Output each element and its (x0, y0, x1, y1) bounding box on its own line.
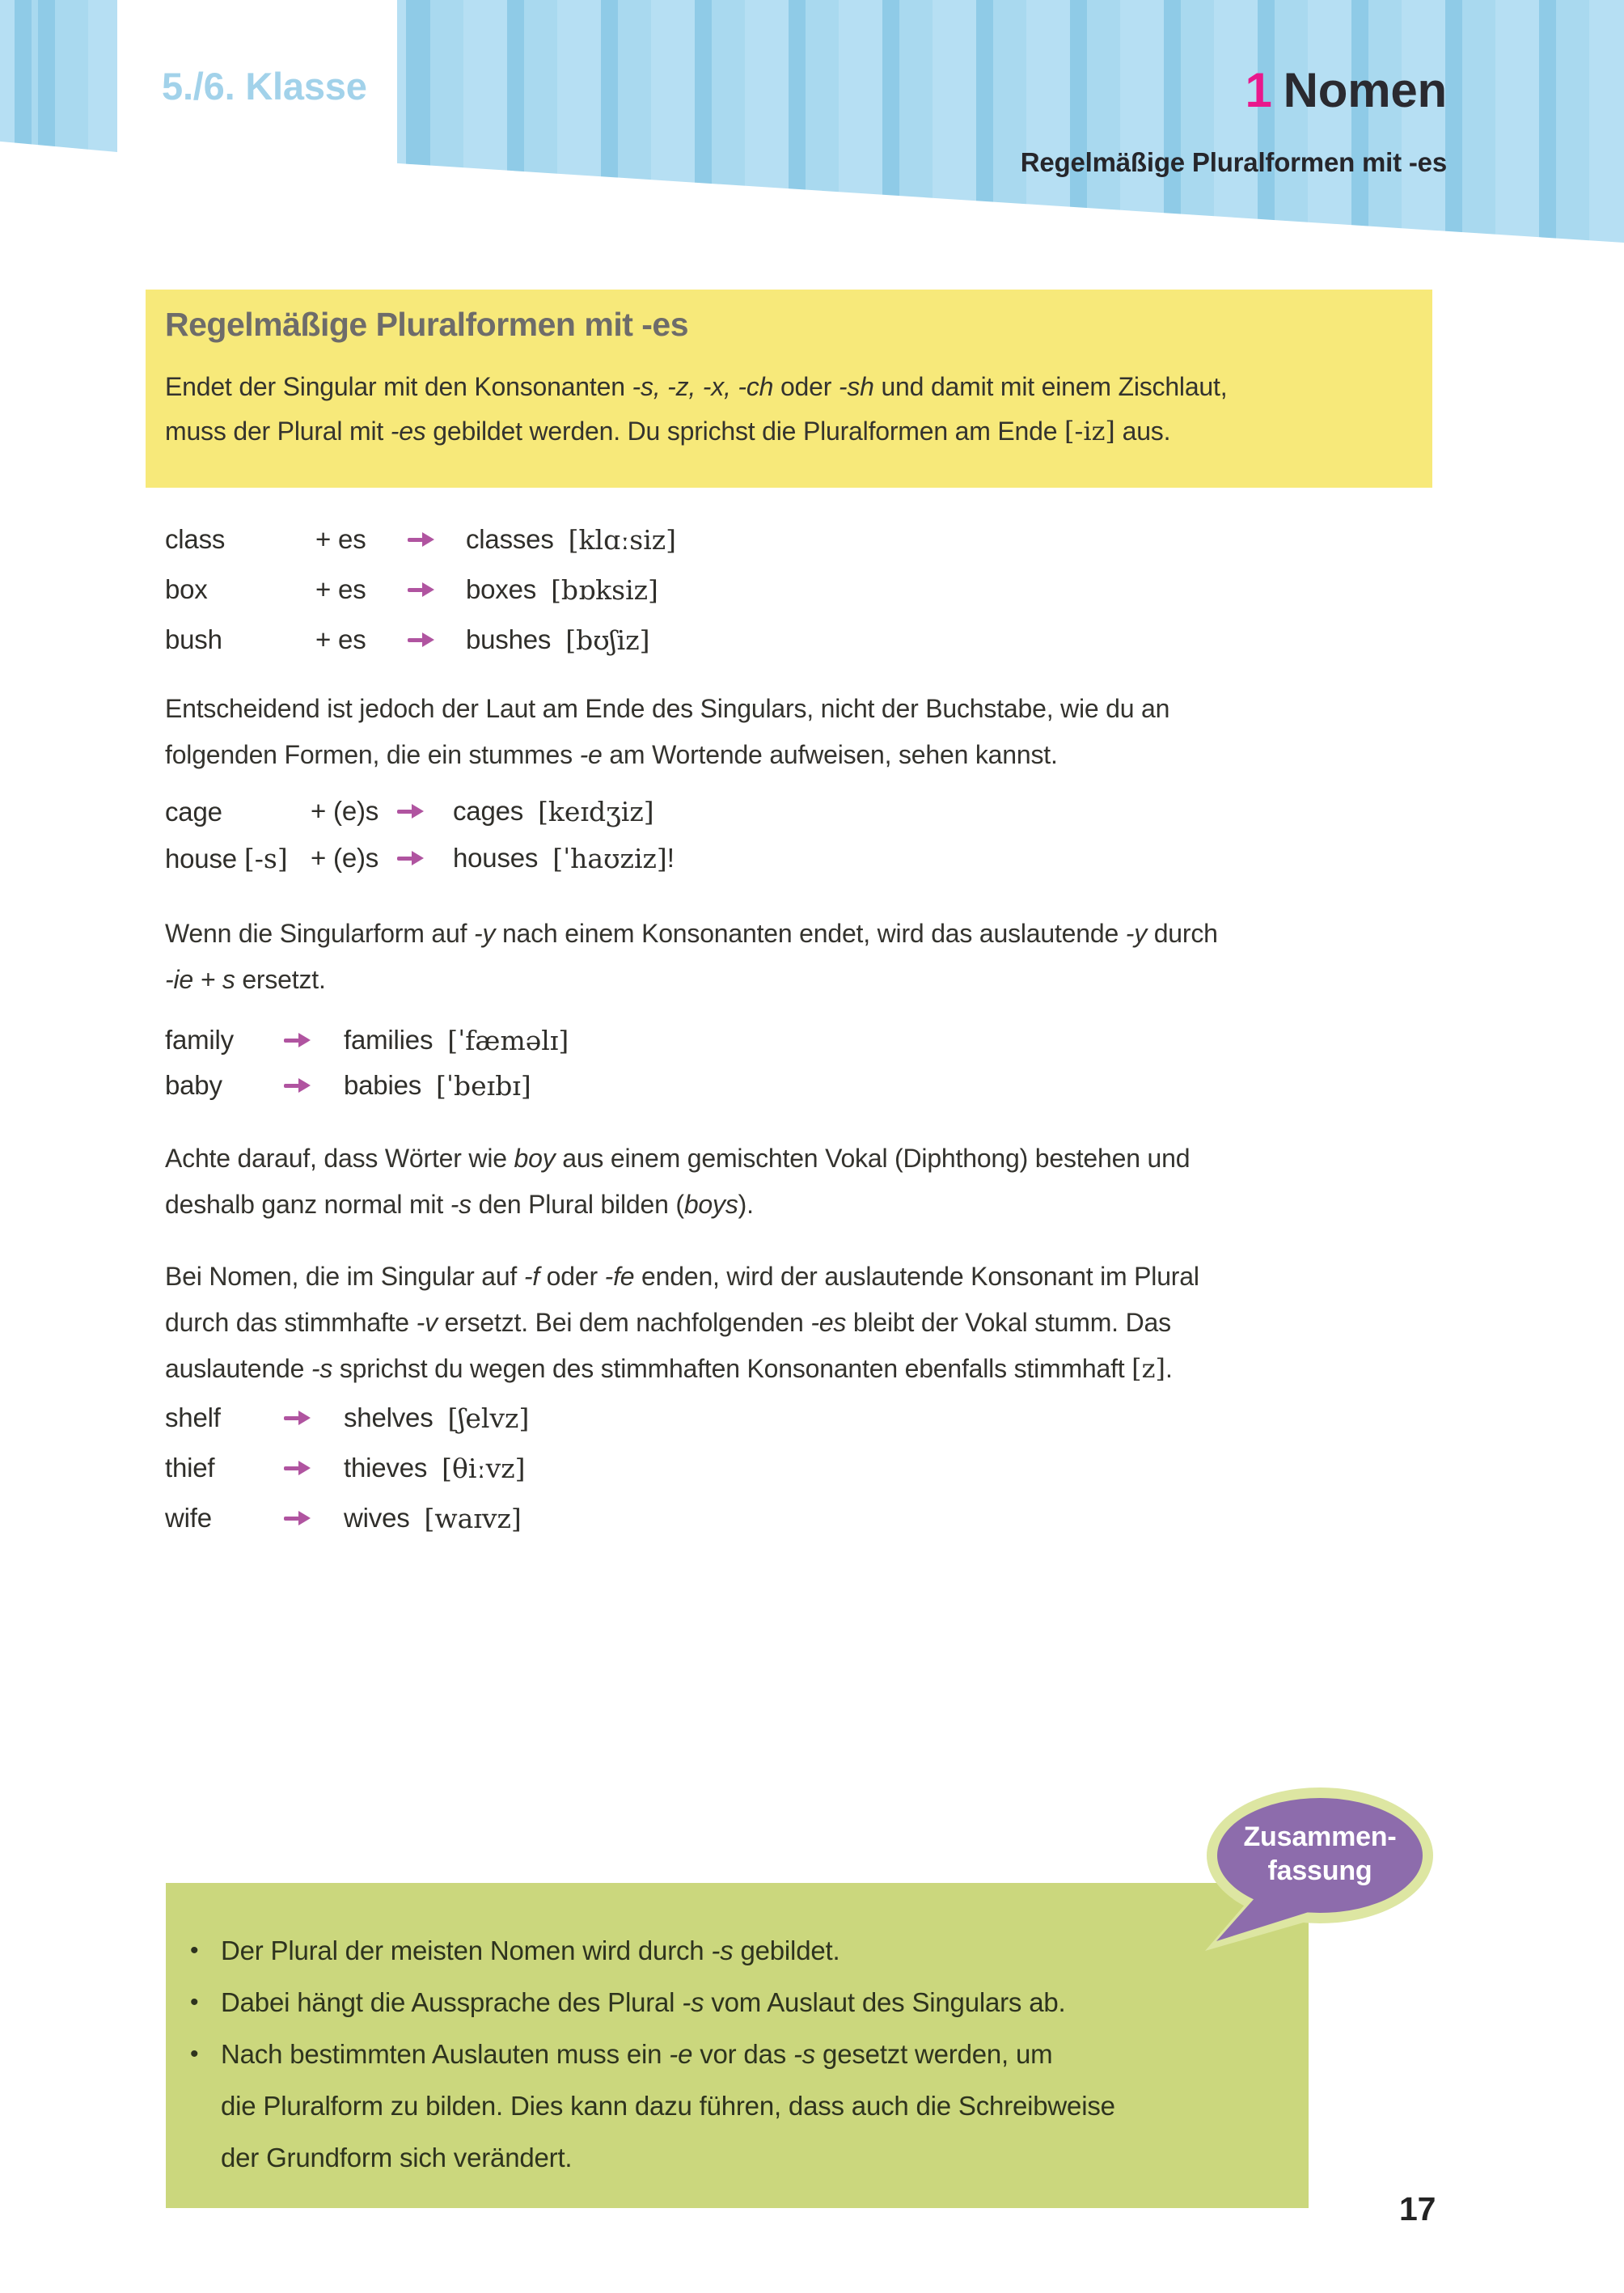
table-row (165, 514, 676, 565)
bullet-icon: • (190, 1937, 199, 1964)
examples-silent-e-table (165, 788, 675, 882)
ipa-transcription: [bʊʃiz] (565, 624, 650, 656)
singular-word: family (165, 1025, 234, 1055)
ipa-transcription: [bɒksiz] (551, 573, 658, 606)
summary-bullet-item (190, 1977, 1276, 2029)
singular-word: box (165, 574, 208, 604)
singular-word: wife (165, 1503, 212, 1533)
summary-box (166, 1883, 1309, 2208)
table-row (165, 615, 676, 665)
summary-bullet-text: Der Plural der meisten Nomen wird durch -s gebildet. (221, 1936, 840, 1965)
arrow-right-icon (396, 850, 424, 866)
header-stripe-band-main (397, 0, 1624, 243)
plural-word: wives (344, 1503, 410, 1533)
singular-word: thief (165, 1453, 215, 1483)
plus-ending: + (e)s (311, 796, 379, 826)
arrow-right-icon (283, 1460, 311, 1476)
summary-bubble-line1: Zusammen- (1243, 1821, 1397, 1852)
plural-word: babies (344, 1070, 422, 1100)
table-row (165, 1493, 529, 1543)
plural-word: cages (453, 796, 524, 826)
summary-bullet-item (190, 2029, 1276, 2184)
summary-bullet-item (190, 1925, 1276, 1977)
bullet-icon: • (190, 2041, 199, 2067)
header-stripe-band-left (0, 0, 117, 152)
table-row (165, 1443, 529, 1493)
examples-es-table (165, 514, 676, 665)
arrow-right-icon (407, 632, 434, 648)
plural-word: houses (453, 843, 539, 873)
arrow-right-icon (283, 1077, 311, 1094)
bullet-icon: • (190, 1989, 199, 2016)
arrow-right-icon (407, 531, 434, 548)
singular-word: house (165, 843, 237, 874)
table-row (165, 565, 676, 615)
intro-box (146, 290, 1432, 488)
singular-word: class (165, 524, 226, 554)
singular-word: bush (165, 624, 222, 654)
section-subtitle: Regelmäßige Pluralformen mit -es (1020, 147, 1447, 177)
grade-word: Klasse (245, 65, 367, 108)
plus-ending: + (e)s (311, 843, 379, 873)
paragraph-diphthong: Achte darauf, dass Wörter wie boy aus einem gemischten Vokal (Diphthong) bestehen und deshalb ganz normal mit -s den Plural bilden (boys). (165, 1144, 1191, 1219)
paragraph-y-ending: Wenn die Singularform auf -y nach einem Konsonanten endet, wird das auslautende -y durch -ie + s ersetzt. (165, 919, 1218, 994)
summary-bubble-line2: fassung (1267, 1855, 1372, 1886)
plural-word: classes (466, 524, 554, 554)
plus-ending: + es (315, 574, 366, 604)
table-row (165, 835, 675, 882)
row-suffix: ! (666, 843, 675, 873)
singular-word: shelf (165, 1402, 221, 1432)
ipa-transcription: [ˈbeɪbɪ] (436, 1069, 531, 1102)
singular-word: cage (165, 796, 222, 827)
page-number: 17 (1399, 2190, 1436, 2227)
plural-word: thieves (344, 1453, 428, 1483)
arrow-right-icon (283, 1032, 311, 1048)
chapter-title: Nomen (1283, 63, 1447, 117)
arrow-right-icon (396, 803, 424, 819)
table-row (165, 1017, 569, 1063)
word-note: [-s] (243, 842, 288, 874)
ipa-transcription: [klɑːsiz] (568, 523, 677, 556)
examples-f-table (165, 1393, 529, 1543)
ipa-transcription: [keɪdʒiz] (538, 795, 654, 827)
singular-word: baby (165, 1070, 222, 1100)
plural-word: bushes (466, 624, 552, 654)
table-row (165, 1063, 569, 1108)
arrow-right-icon (407, 582, 434, 598)
table-row (165, 788, 675, 835)
ipa-transcription: [ʃelvz] (447, 1402, 530, 1434)
intro-box-title: Regelmäßige Pluralformen mit -es (165, 306, 689, 343)
table-row (165, 1393, 529, 1443)
arrow-right-icon (283, 1410, 311, 1426)
intro-box-body: Endet der Singular mit den Konsonanten -s, -z, -x, -ch oder -sh und damit mit einem Zischlaut, muss der Plural mit -es gebildet werden. Du sprichst die Pluralformen am Ende [-iz] aus. (165, 372, 1228, 446)
chapter-heading (881, 63, 1447, 117)
summary-bubble-label (1207, 1820, 1433, 1888)
plural-word: shelves (344, 1402, 433, 1432)
plural-word: boxes (466, 574, 537, 604)
grade-number: 5./6. (162, 65, 235, 108)
examples-y-table (165, 1017, 569, 1108)
summary-bullet-text: Nach bestimmten Auslauten muss ein -e vor das -s gesetzt werden, um die Pluralform zu bilden. Dies kann dazu führen, dass auch die Schreibweise der Grundform sich verändert. (221, 2039, 1115, 2172)
plus-ending: + es (315, 624, 366, 654)
arrow-right-icon (283, 1510, 311, 1526)
grade-label (162, 65, 367, 108)
paragraph-f-ending: Bei Nomen, die im Singular auf -f oder -fe enden, wird der auslautende Konsonant im Plural durch das stimmhafte -v ersetzt. Bei dem nachfolgenden -es bleibt der Vokal stumm. Das auslautende -s sprichst du wegen des stimmhaften Konsonanten ebenfalls stimmhaft [z]. (165, 1262, 1199, 1384)
plus-ending: + es (315, 524, 366, 554)
ipa-transcription: [waɪvz] (424, 1502, 522, 1534)
chapter-number: 1 (1245, 63, 1272, 117)
summary-bullet-text: Dabei hängt die Aussprache des Plural -s vom Auslaut des Singulars ab. (221, 1987, 1066, 2017)
ipa-transcription: [ˈhaʊziz] (552, 842, 667, 874)
ipa-transcription: [ˈfæməlɪ] (447, 1024, 569, 1056)
paragraph-sound-decisive: Entscheidend ist jedoch der Laut am Ende des Singulars, nicht der Buchstabe, wie du an folgenden Formen, die ein stummes -e am Wortende aufweisen, sehen kannst. (165, 694, 1170, 769)
plural-word: families (344, 1025, 433, 1055)
ipa-transcription: [θiːvz] (442, 1452, 526, 1484)
